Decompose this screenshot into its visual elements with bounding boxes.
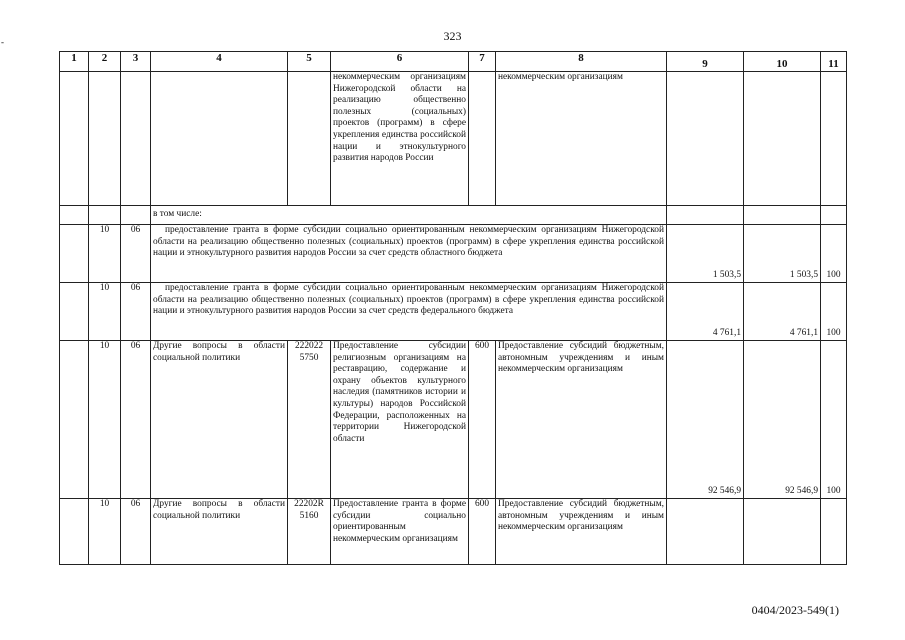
row6-col2: 10 <box>89 499 121 565</box>
table-row <box>60 72 847 206</box>
row5-col11: 100 <box>821 341 847 499</box>
header-col-7: 7 <box>469 52 496 72</box>
table-row <box>60 206 847 225</box>
row4-col10: 4 761,1 <box>744 283 821 341</box>
row4-col11: 100 <box>821 283 847 341</box>
row5-col3: 06 <box>121 341 151 499</box>
row5-col5 <box>288 341 331 499</box>
header-col-1: 1 <box>60 52 89 72</box>
header-col-10: 10 <box>744 52 821 72</box>
row5-col5-line2: 5750 <box>299 352 319 363</box>
document-code: 0404/2023-549(1) <box>751 603 839 617</box>
row5-col8: Предоставление субсидий бюджетным, автономным учреждениям и иным некоммерческим организациям <box>496 341 667 499</box>
row6-col5 <box>288 499 331 565</box>
row5-col7: 600 <box>469 341 496 499</box>
row6-col8: Предоставление субсидий бюджетным, автономным учреждениям и иным некоммерческим организациям <box>496 499 667 565</box>
header-col-3: 3 <box>121 52 151 72</box>
row6-col4: Другие вопросы в области социальной политики <box>151 499 288 565</box>
row6-col5-line2: 5160 <box>299 510 319 521</box>
corner-mark: - <box>1 37 4 47</box>
table-row <box>60 225 847 283</box>
row6-col6: Предоставление гранта в форме субсидии социально ориентированным некоммерческим организациям <box>331 499 469 565</box>
row3-description: предоставление гранта в форме субсидии социально ориентированным некоммерческим организациям Нижегородской области на реализацию общественно полезных (социальных) проектов (программ) в сфере укрепления единства российской нации и этнокультурного развития народов России за счет средств областного бюджета <box>151 225 667 283</box>
row6-col5-line1: 22202R <box>294 499 324 509</box>
row4-description: предоставление гранта в форме субсидии социально ориентированным некоммерческим организациям Нижегородской области на реализацию общественно полезных (социальных) проектов (программ) в сфере укрепления единства российской нации и этнокультурного развития народов России за счет средств федерального бюджета <box>151 283 667 341</box>
row3-col10: 1 503,5 <box>744 225 821 283</box>
table-row <box>60 341 847 499</box>
header-col-11: 11 <box>821 52 847 72</box>
header-col-6: 6 <box>331 52 469 72</box>
row5-col4: Другие вопросы в области социальной политики <box>151 341 288 499</box>
row4-col2: 10 <box>89 283 121 341</box>
table-row <box>60 283 847 341</box>
header-col-5: 5 <box>288 52 331 72</box>
row5-col2: 10 <box>89 341 121 499</box>
budget-table <box>59 51 847 565</box>
row5-col5-line1: 222022 <box>294 341 324 351</box>
row5-col9: 92 546,9 <box>667 341 744 499</box>
row3-col9: 1 503,5 <box>667 225 744 283</box>
row3-col11: 100 <box>821 225 847 283</box>
row1-col8: некоммерческим организациям <box>496 72 667 206</box>
header-col-2: 2 <box>89 52 121 72</box>
table-header-row <box>60 52 847 72</box>
row6-col3: 06 <box>121 499 151 565</box>
header-col-4: 4 <box>151 52 288 72</box>
table-row <box>60 499 847 565</box>
header-col-9: 9 <box>667 52 744 72</box>
row1-col6: некоммерческим организациям Нижегородской области на реализацию общественно полезных (социальных) проектов (программ) в сфере укрепления единства российской нации и этнокультурного развития народов России <box>331 72 469 206</box>
row5-col6: Предоставление субсидии религиозным организациям на реставрацию, содержание и охрану объектов культурного наследия (памятников истории и культуры) народов Российской Федерации, расположенных на территории Нижегородской области <box>331 341 469 499</box>
row3-col2: 10 <box>89 225 121 283</box>
page-number: 323 <box>443 29 462 43</box>
row2-subheading: в том числе: <box>151 206 667 225</box>
row4-col9: 4 761,1 <box>667 283 744 341</box>
row4-col3: 06 <box>121 283 151 341</box>
row3-col3: 06 <box>121 225 151 283</box>
row6-col7: 600 <box>469 499 496 565</box>
row5-col10: 92 546,9 <box>744 341 821 499</box>
header-col-8: 8 <box>496 52 667 72</box>
